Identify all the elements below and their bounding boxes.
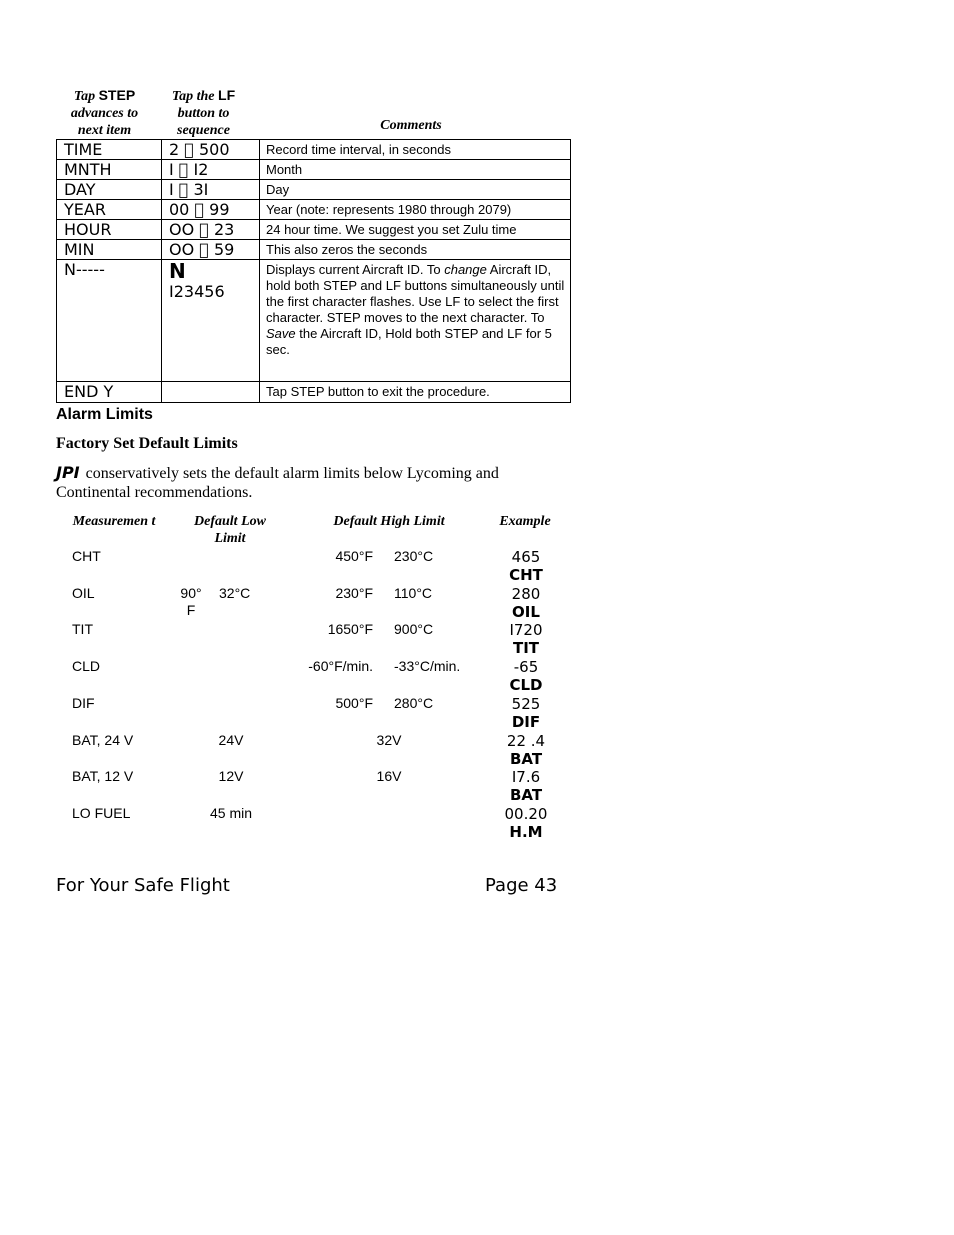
table-row bbox=[57, 220, 571, 240]
table-row-end bbox=[57, 382, 571, 403]
item-cell: TIME bbox=[57, 140, 162, 160]
example-display bbox=[496, 548, 556, 584]
table-row bbox=[57, 140, 571, 160]
example-value: 465 bbox=[511, 548, 541, 566]
example-value: 00.20 bbox=[504, 805, 548, 823]
measurement-name: CLD bbox=[72, 658, 101, 674]
comment-cell: Year (note: represents 1980 through 2079) bbox=[260, 200, 571, 220]
aircraft-id-value: I23456 bbox=[169, 282, 225, 301]
comment-cell: Month bbox=[260, 160, 571, 180]
comment-cell: Record time interval, in seconds bbox=[260, 140, 571, 160]
example-display bbox=[496, 621, 556, 657]
measurement-name: CHT bbox=[72, 548, 101, 564]
measurement-name: TIT bbox=[72, 621, 93, 637]
high-limit-f: 450°F bbox=[335, 548, 373, 564]
example-value: 280 bbox=[511, 585, 541, 603]
high-limit: 16V bbox=[376, 768, 402, 784]
sequence-cell: 2 500 bbox=[162, 140, 260, 160]
footer-left: For Your Safe Flight bbox=[56, 875, 230, 896]
high-limit-c: -33°C/min. bbox=[394, 658, 461, 674]
table-row bbox=[57, 160, 571, 180]
comment-change: change bbox=[444, 262, 487, 277]
sequence-cell: I 3I bbox=[162, 180, 260, 200]
measurement-name: BAT, 12 V bbox=[72, 768, 134, 784]
comment-cell: This also zeros the seconds bbox=[260, 240, 571, 260]
item-cell: MIN bbox=[57, 240, 162, 260]
example-value: 525 bbox=[511, 695, 541, 713]
item-cell: N----- bbox=[57, 260, 162, 382]
item-cell: END Y bbox=[57, 382, 162, 403]
example-display bbox=[496, 695, 556, 731]
example-display bbox=[496, 805, 556, 841]
low-limit-f: 90° F bbox=[180, 585, 202, 618]
col-header-comments-label: Comments bbox=[380, 118, 442, 133]
table-row bbox=[57, 240, 571, 260]
measurement-name: OIL bbox=[72, 585, 95, 601]
example-value: 22 .4 bbox=[506, 732, 546, 750]
high-limit-f: 1650°F bbox=[327, 621, 373, 637]
factory-limits-heading: Factory Set Default Limits bbox=[56, 435, 238, 452]
comment-cell: 24 hour time. We suggest you set Zulu time bbox=[260, 220, 571, 240]
sequence-cell: OO 59 bbox=[162, 240, 260, 260]
sequence-cell: 00 99 bbox=[162, 200, 260, 220]
high-limit-c: 280°C bbox=[394, 695, 434, 711]
sequence-cell bbox=[162, 382, 260, 403]
example-label: OIL bbox=[512, 603, 540, 621]
step-table bbox=[56, 139, 571, 403]
col-header-step-rest: advances to next item bbox=[70, 106, 139, 138]
item-cell: YEAR bbox=[57, 200, 162, 220]
table-row-aircraft bbox=[57, 260, 571, 382]
example-label: DIF bbox=[511, 713, 541, 731]
low-limit: 45 min bbox=[209, 805, 253, 821]
col-header-comments bbox=[253, 117, 569, 134]
comment-cell: Tap STEP button to exit the procedure. bbox=[260, 382, 571, 403]
example-value: I7.6 bbox=[511, 768, 541, 786]
col-header-lf-rest: button to sequence bbox=[177, 106, 230, 138]
example-label: CLD bbox=[509, 676, 543, 694]
sequence-cell: OO 23 bbox=[162, 220, 260, 240]
col-header-lf-bold: LF bbox=[218, 87, 236, 103]
col-header-lf bbox=[155, 87, 252, 139]
high-limit-f: -60°F/min. bbox=[308, 658, 373, 674]
col-header-step bbox=[56, 87, 153, 139]
col-header-step-bold: STEP bbox=[98, 87, 136, 103]
example-label: BAT bbox=[509, 786, 543, 804]
alarm-limits-heading: Alarm Limits bbox=[56, 406, 153, 423]
high-limit-c: 110°C bbox=[394, 585, 433, 601]
comment-part2: Aircraft ID, hold both STEP and LF buttons simultaneously until the first character flashes. Use LF to select the first character. STEP moves to the next character. To bbox=[266, 262, 565, 325]
high-limit-f: 500°F bbox=[335, 695, 373, 711]
example-display bbox=[496, 658, 556, 694]
comment-part3: the Aircraft ID, Hold both STEP and LF for 5 sec. bbox=[266, 326, 552, 357]
example-value: -65 bbox=[513, 658, 539, 676]
col-header-step-italic: Tap bbox=[73, 89, 96, 104]
intro-paragraph bbox=[56, 463, 576, 502]
high-limit-c: 230°C bbox=[394, 548, 434, 564]
measurement-name: BAT, 24 V bbox=[72, 732, 134, 748]
example-label: H.M bbox=[509, 823, 543, 841]
limits-header-low: Default Low Limit bbox=[194, 514, 266, 546]
example-display bbox=[496, 732, 556, 768]
low-limit: 24V bbox=[218, 732, 244, 748]
high-limit: 32V bbox=[376, 732, 402, 748]
low-limit: 12V bbox=[218, 768, 244, 784]
example-display bbox=[496, 768, 556, 804]
example-label: BAT bbox=[509, 750, 543, 768]
footer-page-number: Page 43 bbox=[485, 875, 558, 896]
item-cell: DAY bbox=[57, 180, 162, 200]
limits-header-measurement: Measuremen t bbox=[72, 514, 156, 529]
table-row bbox=[57, 200, 571, 220]
high-limit-c: 900°C bbox=[394, 621, 434, 637]
comment-cell: Day bbox=[260, 180, 571, 200]
example-label: CHT bbox=[509, 566, 543, 584]
item-cell: MNTH bbox=[57, 160, 162, 180]
example-display bbox=[496, 585, 556, 621]
sequence-cell: I I2 bbox=[162, 160, 260, 180]
intro-text: conservatively sets the default alarm limits below Lycoming and Continental recommendations. bbox=[56, 465, 499, 501]
measurement-name: LO FUEL bbox=[72, 805, 131, 821]
item-cell: HOUR bbox=[57, 220, 162, 240]
sequence-cell bbox=[162, 260, 260, 382]
comment-cell bbox=[260, 260, 571, 382]
low-limit-c: 32°C bbox=[219, 585, 251, 601]
col-header-lf-italic: Tap the bbox=[171, 89, 215, 104]
measurement-name: DIF bbox=[72, 695, 95, 711]
example-value: I720 bbox=[509, 621, 543, 639]
table-row bbox=[57, 180, 571, 200]
aircraft-n-label: N bbox=[169, 259, 186, 283]
limits-header-high: Default High Limit bbox=[333, 514, 445, 529]
high-limit-f: 230°F bbox=[335, 585, 373, 601]
example-label: TIT bbox=[512, 639, 540, 657]
jpi-brand: JPI bbox=[56, 463, 80, 482]
comment-save: Save bbox=[266, 326, 296, 341]
limits-header-example: Example bbox=[499, 514, 551, 529]
comment-part1: Displays current Aircraft ID. To bbox=[266, 262, 445, 277]
